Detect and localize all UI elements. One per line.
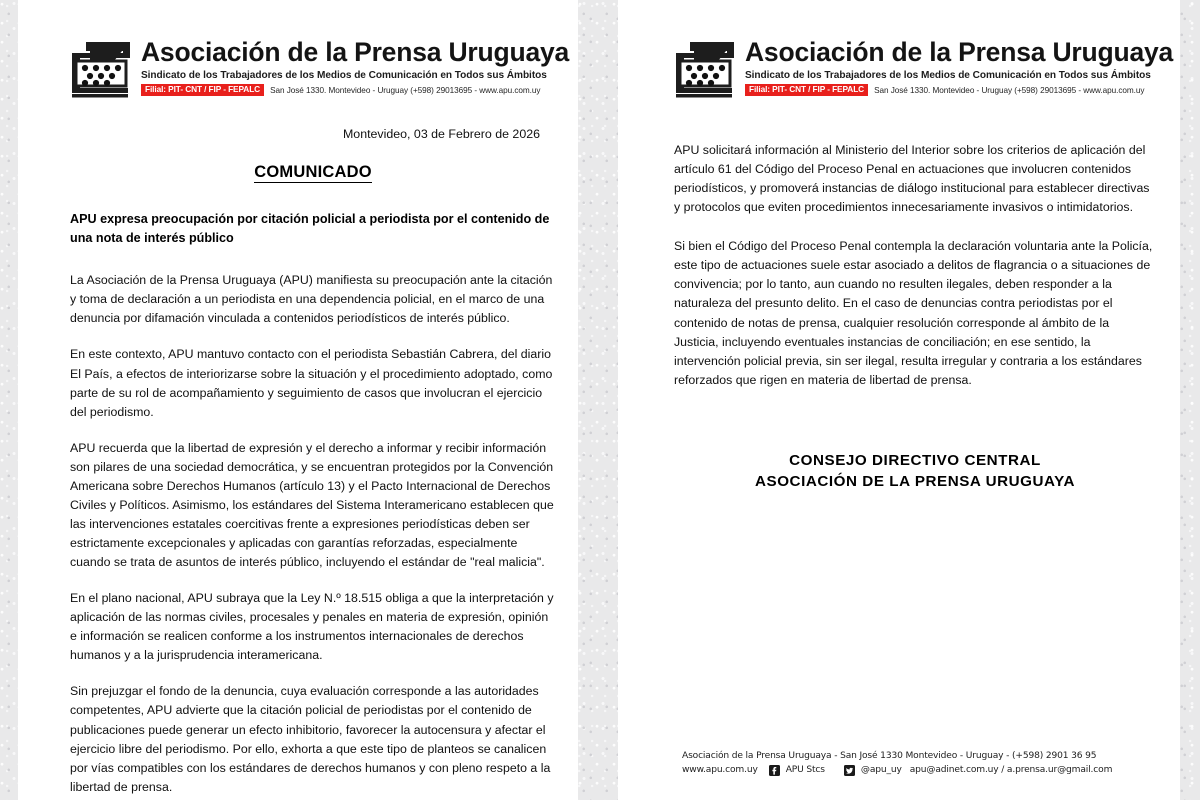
signature-line-1: CONSEJO DIRECTIVO CENTRAL — [789, 451, 1041, 469]
paragraph: En este contexto, APU mantuvo contacto con el periodista Sebastián Cabrera, del diario El País, a efectos de interiorizarse sobre la situación y el procedimiento adoptado, como parte de su rol de acompañamiento y seguimiento de casos que involucran el ejercicio del periodismo. — [70, 347, 553, 419]
letterhead-affiliation-row — [745, 84, 1173, 96]
typewriter-icon — [70, 41, 132, 99]
organization-tagline: Sindicato de los Trabajadores de los Medios de Comunicación en Todos sus Ámbitos — [141, 69, 547, 81]
organization-name: Asociación de la Prensa Uruguaya — [141, 37, 570, 67]
document-subject: APU expresa preocupación por citación policial a periodista por el contenido de una nota de interés público — [70, 212, 550, 245]
affiliation-badge: Filial: PIT- CNT / FIP - FEPALC — [141, 84, 264, 96]
page-2-paragraphs — [674, 141, 1156, 390]
facebook-label[interactable]: APU Stcs — [785, 765, 825, 776]
document-page-2[interactable] — [618, 0, 1180, 800]
document-page-1[interactable] — [18, 0, 578, 800]
footer-emails[interactable]: apu@adinet.com.uy / a.prensa.ur@gmail.com — [909, 765, 1113, 776]
organization-tagline: Sindicato de los Trabajadores de los Medios de Comunicación en Todos sus Ámbitos — [745, 69, 1151, 81]
paragraph: La Asociación de la Prensa Uruguaya (APU) manifiesta su preocupación ante la citación y toma de declaración a un periodista en una dependencia policial, en el marco de una denuncia por difamación vinculada a contenidos periodísticos de interés público. — [70, 273, 553, 326]
footer-social-line — [682, 763, 1154, 778]
paragraph: APU solicitará información al Ministerio del Interior sobre los criterios de aplicación del artículo 61 del Código del Proceso Penal en actuaciones que involucren contenidos periodísticos, y promoverá instancias de diálogo institucional para establecer directivas y protocolos que eviten procedimientos innecesariamente invasivos o intimidatorios. — [674, 143, 1150, 215]
footer-contact-line: Asociación de la Prensa Uruguaya - San José 1330 Montevideo - Uruguay - (+598) 2901 36 95 — [682, 750, 1097, 761]
paragraph: Sin prejuzgar el fondo de la denuncia, cuya evaluación corresponde a las autoridades competentes, APU advierte que la citación policial de periodistas por el contenido de publicaciones puede generar un efecto inhibitorio, favorecer la autocensura y afectar el ejercicio libre del periodismo. Por ello, exhorta a que este tipo de planteos se canalicen por vías compatibles con los estándares de derechos humanos y con pleno respeto a la libertad de prensa. — [70, 684, 551, 794]
letterhead-text — [141, 38, 569, 96]
signature-block — [674, 450, 1156, 493]
document-footer — [618, 749, 1180, 778]
paragraph: Si bien el Código del Proceso Penal contempla la declaración voluntaria ante la Policía, este tipo de actuaciones suele estar asociado a delitos de flagrancia o a situaciones de convivencia; por lo tanto, aun cuando no resulten ilegales, deben responder a la naturaleza del presunto delito. En el caso de denuncias contra periodistas por el contenido de notas de prensa, cualquier resolución corresponde al ámbito de la Justicia, incluyendo eventuales instancias de conciliación; en ese sentido, la intervención policial previa, sin ser ilegal, resulta irregular y contraria a los estándares reforzados que rigen en materia de libertad de prensa. — [674, 239, 1153, 387]
document-heading-text: COMUNICADO — [254, 163, 372, 181]
affiliation-badge: Filial: PIT- CNT / FIP - FEPALC — [745, 84, 868, 96]
signature-line-2: ASOCIACIÓN DE LA PRENSA URUGUAYA — [755, 473, 1075, 491]
document-heading — [70, 163, 556, 182]
paragraph: APU recuerda que la libertad de expresión y el derecho a informar y recibir información son pilares de una sociedad democrática, y se encuentran protegidos por la Convención Americana sobre Derechos Humanos (artículo 13) y el Pacto Internacional de Derechos Civiles y Políticos. Asimismo, los estándares del Sistema Interamericano establecen que las intervenciones estatales coercitivas frente a expresiones periodísticas deben ser estrictamente excepcionales y aplicadas con garantías reforzadas, especialmente cuando se trata de asuntos de interés público, incluyendo el estándar de "real malicia". — [70, 440, 554, 570]
paragraph: En el plano nacional, APU subraya que la Ley N.º 18.515 obliga a que la interpretación y aplicación de las normas civiles, procesales y penales en materia de expresión, opinión e información se realicen conforme a los instrumentos internacionales de derechos humanos y a la jurisprudencia interamericana. — [70, 591, 554, 663]
page-1-body — [18, 127, 578, 797]
letterhead — [18, 0, 578, 99]
twitter-handle[interactable]: @apu_uy — [860, 765, 902, 776]
typewriter-icon — [674, 41, 736, 99]
letterhead-affiliation-row — [141, 84, 569, 96]
letterhead-text — [745, 38, 1173, 96]
letterhead — [618, 0, 1180, 99]
twitter-icon[interactable] — [844, 765, 855, 776]
organization-name: Asociación de la Prensa Uruguaya — [745, 37, 1174, 67]
facebook-icon[interactable] — [769, 765, 780, 776]
letterhead-address: San José 1330. Montevideo - Uruguay (+598) 29013695 - www.apu.com.uy — [270, 85, 541, 95]
letterhead-address: San José 1330. Montevideo - Uruguay (+598) 29013695 - www.apu.com.uy — [874, 85, 1145, 95]
page-1-paragraphs — [70, 271, 556, 797]
document-date: Montevideo, 03 de Febrero de 2026 — [342, 127, 540, 141]
page-2-body — [618, 141, 1180, 493]
footer-website[interactable]: www.apu.com.uy — [682, 765, 758, 776]
